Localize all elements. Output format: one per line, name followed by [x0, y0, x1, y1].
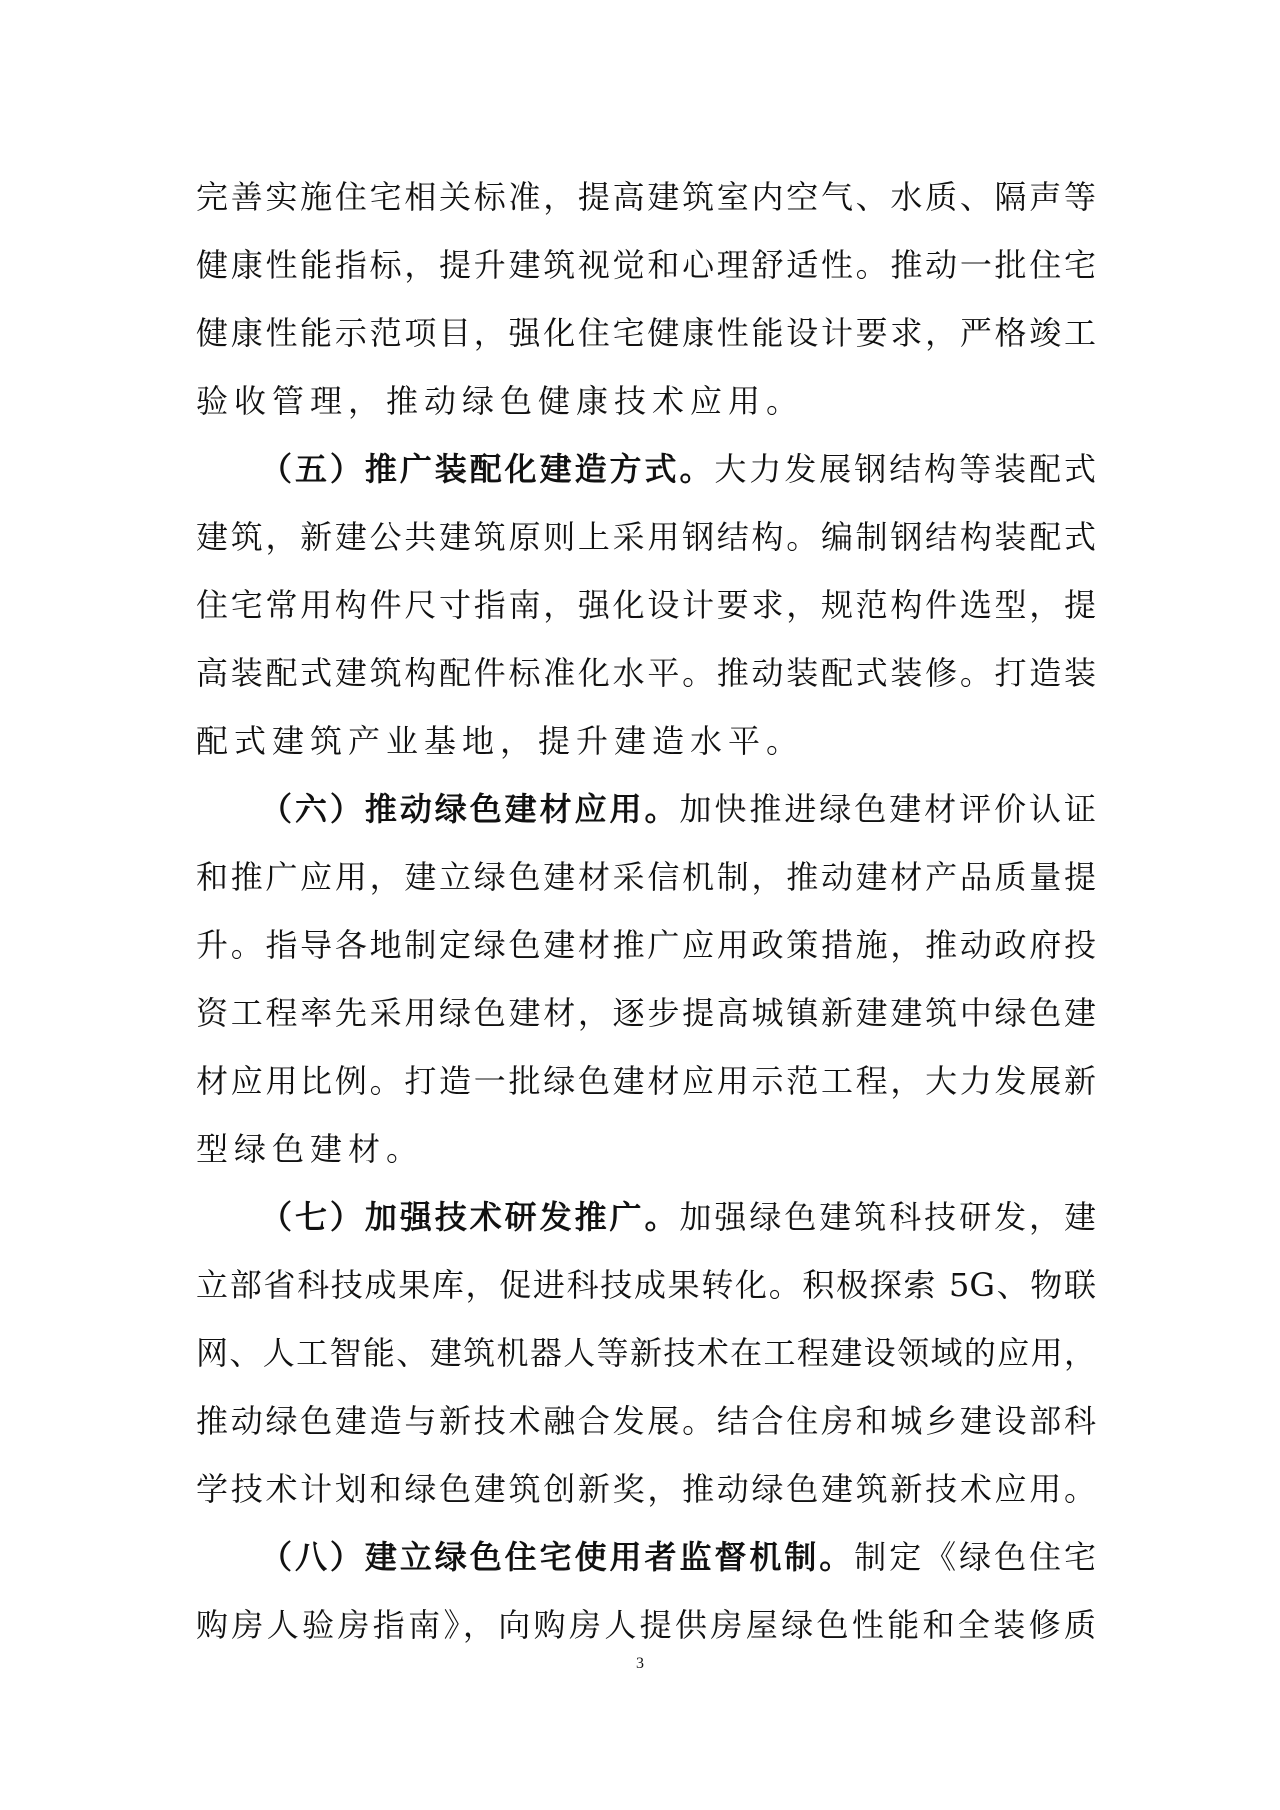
text-line: 健康性能示范项目，强化住宅健康性能设计要求，严格竣工 [196, 314, 1096, 352]
text-line: 购房人验房指南》，向购房人提供房屋绿色性能和全装修质 [196, 1606, 1096, 1644]
section-heading: （六）推动绿色建材应用。 [260, 790, 680, 828]
text-run: 加强绿色建筑科技研发，建 [679, 1198, 1096, 1236]
text-line: 升。指导各地制定绿色建材推广应用政策措施，推动政府投 [196, 926, 1096, 964]
text-line: 健康性能指标，提升建筑视觉和心理舒适性。推动一批住宅 [196, 246, 1096, 284]
text-line: 高装配式建筑构配件标准化水平。推动装配式装修。打造装 [196, 654, 1096, 692]
text-run: 大力发展钢结构等装配式 [714, 450, 1096, 488]
text-line: 和推广应用，建立绿色建材采信机制，推动建材产品质量提 [196, 858, 1096, 896]
text-line: 资工程率先采用绿色建材，逐步提高城镇新建建筑中绿色建 [196, 994, 1096, 1032]
text-line: 配式建筑产业基地，提升建造水平。 [196, 722, 805, 760]
text-line: 推动绿色建造与新技术融合发展。结合住房和城乡建设部科 [196, 1402, 1096, 1440]
text-line: 立部省科技成果库，促进科技成果转化。积极探索 5G、物联 [196, 1266, 1096, 1304]
page-number: 3 [636, 1655, 644, 1672]
text-line: 学技术计划和绿色建筑创新奖，推动绿色建筑新技术应用。 [196, 1470, 1096, 1508]
paragraph-first-line [196, 1523, 1096, 1591]
section-heading: （八）建立绿色住宅使用者监督机制。 [260, 1538, 855, 1576]
text-line: 网、人工智能、建筑机器人等新技术在工程建设领域的应用， [196, 1334, 1096, 1372]
section-heading: （七）加强技术研发推广。 [260, 1198, 680, 1236]
text-line: 验收管理，推动绿色健康技术应用。 [196, 382, 805, 420]
text-line: 材应用比例。打造一批绿色建材应用示范工程，大力发展新 [196, 1062, 1096, 1100]
section-heading: （五）推广装配化建造方式。 [260, 450, 715, 488]
text-line: 建筑，新建公共建筑原则上采用钢结构。编制钢结构装配式 [196, 518, 1096, 556]
text-run: 加快推进绿色建材评价认证 [679, 790, 1096, 828]
text-run: 制定《绿色住宅 [854, 1538, 1096, 1576]
paragraph-first-line [196, 1183, 1096, 1251]
document-body [196, 163, 1096, 1659]
text-line: 型绿色建材。 [196, 1130, 425, 1168]
text-line: 完善实施住宅相关标准，提高建筑室内空气、水质、隔声等 [196, 178, 1096, 216]
paragraph-first-line [196, 435, 1096, 503]
paragraph-first-line [196, 775, 1096, 843]
text-line: 住宅常用构件尺寸指南，强化设计要求，规范构件选型，提 [196, 586, 1096, 624]
